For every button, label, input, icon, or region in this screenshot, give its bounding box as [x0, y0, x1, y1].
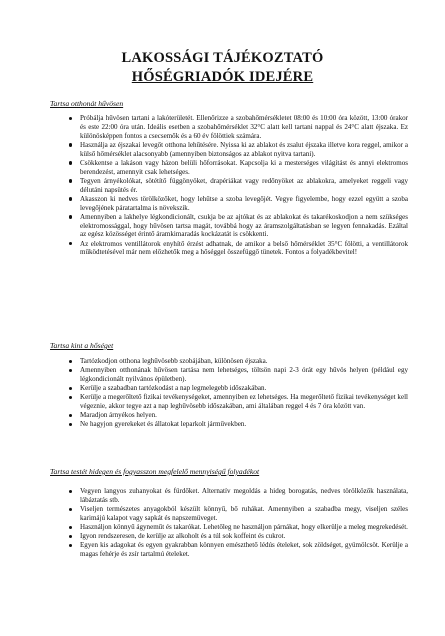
list-item: Tartózkodjon otthona leghűvösebb szobájában, különösen éjszaka. [80, 357, 408, 366]
section-list-keep-home-cool [80, 114, 408, 258]
section-list-keep-body-cool [80, 487, 408, 559]
list-item: Használjon könnyű ágyneműt és takarókat. Lehetőleg ne használjon párnákat, hogy elkerülje a meleg megrekedését. [80, 522, 408, 531]
document-title: LAKOSSÁGI TÁJÉKOZTATÓ [121, 50, 324, 66]
list-item: Maradjon árnyékos helyen. [80, 411, 408, 420]
list-item: Viseljen természetes anyagokból készült könnyű, bő ruhákat. Amennyiben a szabadba megy, viseljen széles karimájú kalapot vagy sapkát és napszemüveget. [80, 504, 408, 522]
list-item: Akasszon ki nedves törölközőket, hogy lehűtse a szoba levegőjét. Vegye figyelembe, hogy ezzel együtt a szoba levegőjének páratartalma is növekszik. [80, 194, 408, 212]
section-heading-keep-body-cool: Tartsa testét hidegen és fogyasszon megfelelő mennyiségű folyadékot [50, 467, 260, 476]
list-item: Vegyen langyos zuhanyokat és fürdőket. Alternatív megoldás a hideg borogatás, nedves törölközők használata, lábáztatás stb. [80, 487, 408, 504]
section-heading-keep-heat-out: Tartsa kint a hőséget [50, 341, 114, 350]
list-item: Amennyiben a lakhelye légkondicionált, csukja be az ajtókat és az ablakokat és takarékoskodjon a nem szükséges elektromossággal, hogy hűvösen tartsa magát, továbbá hogy az áramszolgáltatásban se legyen fennakadás. Ezáltal az egész közösséget érintő áramkimaradás kockázatát is csökkenti. [80, 212, 408, 239]
list-item: Próbálja hűvösen tartani a lakóterületét. Ellenőrizze a szobahőmérsékletet 08:00 és 10:00 óra között, 13:00 órakor és este 22:00 óra után. Ideális esetben a szobahőmérséklet 32°C alatt kell tartani nappal és 24°C alatt éjszaka. Ez különösképpen fontos a csecsemők és a 60 év fölöttiek számára. [80, 114, 408, 140]
list-item: Igyon rendszeresen, de kerülje az alkoholt és a túl sok koffeint és cukrot. [80, 532, 408, 541]
document-subtitle: HŐSÉGRIADÓK IDEJÉRE [131, 69, 314, 85]
list-item: Amennyiben otthonának hűvösen tartása nem lehetséges, töltsön napi 2-3 órát egy hűvös helyen (például egy légkondicionált nyilvános épületben). [80, 366, 408, 383]
list-item: Az elektromos ventillátorok enyhítő érzést adhatnak, de amikor a belső hőmérséklet 35°C fölötti, a ventillátorok működtetésével már nem előzhetők meg a hőséggel összefüggő tünetek. Fontos a folyadékbevitel! [80, 239, 408, 257]
section-heading-keep-home-cool: Tartsa otthonát hűvösen [50, 99, 124, 108]
list-item: Használja az éjszakai levegőt otthona lehűtésére. Nyissa ki az ablakot és zsalut éjszaka illetve kora reggel, amikor a külső hőmérséklet alacsonyabb (amennyiben biztonságos az ablakot nyitva tartani). [80, 140, 408, 158]
list-item: Kerülje a megerőltető fizikai tevékenységeket, amennyiben ez lehetséges. Ha megerőltető fizikai tevékenységet kell végeznie, akkor tegye azt a nap leghűvösebb időszakában, ami általában reggel 4 és 7 óra között van. [80, 393, 408, 411]
list-item: Tegyen árnyékolókat, sötétítő függönyöket, drapériákat vagy redőnyöket az ablakokra, amelyeket reggeli vagy délutáni napsütés ér. [80, 176, 408, 194]
section-list-keep-heat-out [80, 357, 408, 430]
list-item: Csökkentse a lakáson vagy házon belüli hőforrásokat. Kapcsolja ki a mesterséges világítást és annyi elektromos berendezést, amennyit csak lehetséges. [80, 158, 408, 176]
list-item: Kerülje a szabadban tartózkodást a nap legmelegebb időszakában. [80, 384, 408, 393]
list-item: Ne hagyjon gyerekeket és állatokat leparkolt járművekben. [80, 420, 408, 429]
list-item: Egyen kis adagokat és egyen gyakrabban könnyen emészthető lédús ételeket, sok zöldséget, gyümölcsöt. Kerülje a magas fehérje és zsír tartalmú ételeket. [80, 541, 408, 559]
